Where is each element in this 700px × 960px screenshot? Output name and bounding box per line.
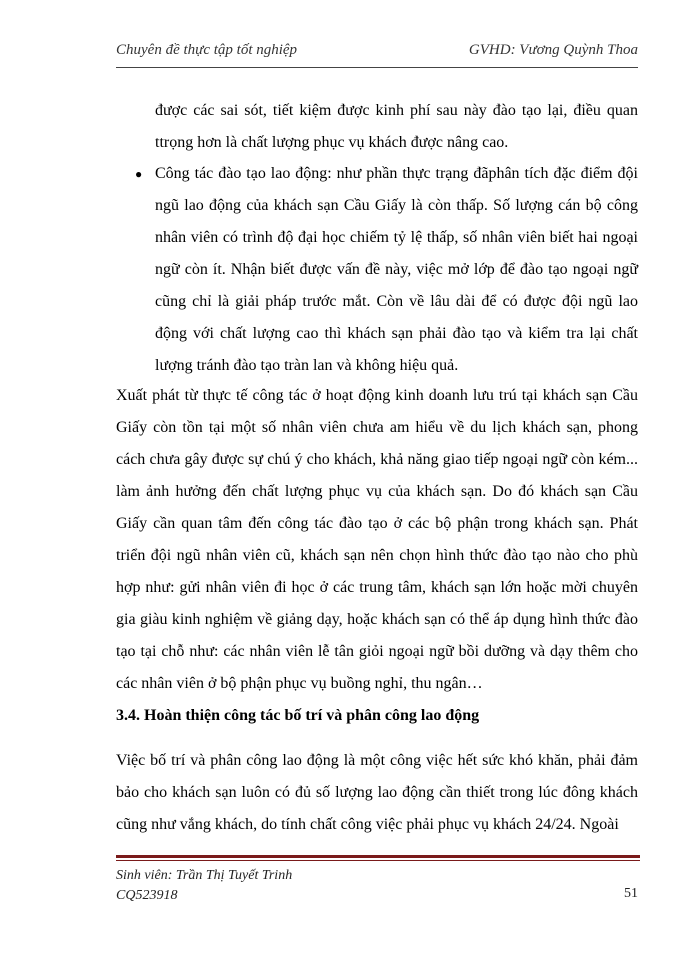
bullet-item: Công tác đào tạo lao động: như phần thực trạng đãphân tích đặc điểm đội ngũ lao động của khách sạn Cầu Giấy là còn thấp. Số lượng cán bộ công nhân viên có trình độ đại học chiếm tỷ lệ thấp, số nhân viên biết hai ngoại ngữ còn ít. Nhận biết được vấn đề này, việc mở lớp để đào tạo ngoại ngữ cũng chỉ là giải pháp trước mắt. Còn về lâu dài để có được đội ngũ lao động với chất lượng cao thì khách sạn phải đào tạo và kiểm tra lại chất lượng tránh đào tạo tràn lan và không hiệu quả.	[155, 165, 638, 374]
continuation-text: được các sai sót, tiết kiệm được kinh phí sau này đào tạo lại, điều quan ttrọng hơn là chất lượng phục vụ khách được nâng cao.	[155, 102, 638, 151]
page-number: 51	[624, 886, 638, 901]
bullet-dot-icon: ●	[135, 167, 143, 181]
body-paragraph-2: Việc bố trí và phân công lao động là một công việc hết sức khó khăn, phải đảm bảo cho khách sạn luôn có đủ số lượng lao động cần thiết trong lúc đông khách cũng như vắng khách, do tính chất công việc phải phục vụ khách 24/24. Ngoài	[116, 752, 638, 833]
header-topic: Chuyên đề thực tập tốt nghiệp	[116, 42, 298, 58]
footer-divider-thin	[116, 860, 640, 861]
footer-student-name: Sinh viên: Trần Thị Tuyết Trinh	[116, 868, 293, 883]
footer-student-id: CQ523918	[116, 888, 178, 903]
section-heading: 3.4. Hoàn thiện công tác bố trí và phân công lao động	[116, 707, 480, 724]
body-paragraph-1: Xuất phát từ thực tế công tác ở hoạt động kinh doanh lưu trú tại khách sạn Cầu Giấy còn tồn tại một số nhân viên chưa am hiểu về du lịch khách sạn, phong cách chưa gây được sự chú ý cho khách, khả năng giao tiếp ngoại ngữ còn kém... làm ảnh hưởng đến chất lượng phục vụ của khách sạn. Do đó khách sạn Cầu Giấy cần quan tâm đến công tác đào tạo ở các bộ phận trong khách sạn. Phát triển đội ngũ nhân viên cũ, khách sạn nên chọn hình thức đào tạo nào cho phù hợp như: gửi nhân viên đi học ở các trung tâm, khách sạn lớn hoặc mời chuyên gia giàu kinh nghiệm về giảng dạy, hoặc khách sạn có thể áp dụng hình thức đào tạo tại chỗ như: các nhân viên lễ tân giỏi ngoại ngữ bồi dưỡng và dạy thêm cho các nhân viên ở bộ phận phục vụ buồng nghỉ, thu ngân…	[116, 387, 638, 692]
header-supervisor: GVHD: Vương Quỳnh Thoa	[468, 42, 638, 58]
header-divider	[116, 67, 638, 68]
page-footer	[116, 866, 640, 906]
footer-divider-thick	[116, 855, 640, 858]
page-header	[116, 42, 638, 64]
